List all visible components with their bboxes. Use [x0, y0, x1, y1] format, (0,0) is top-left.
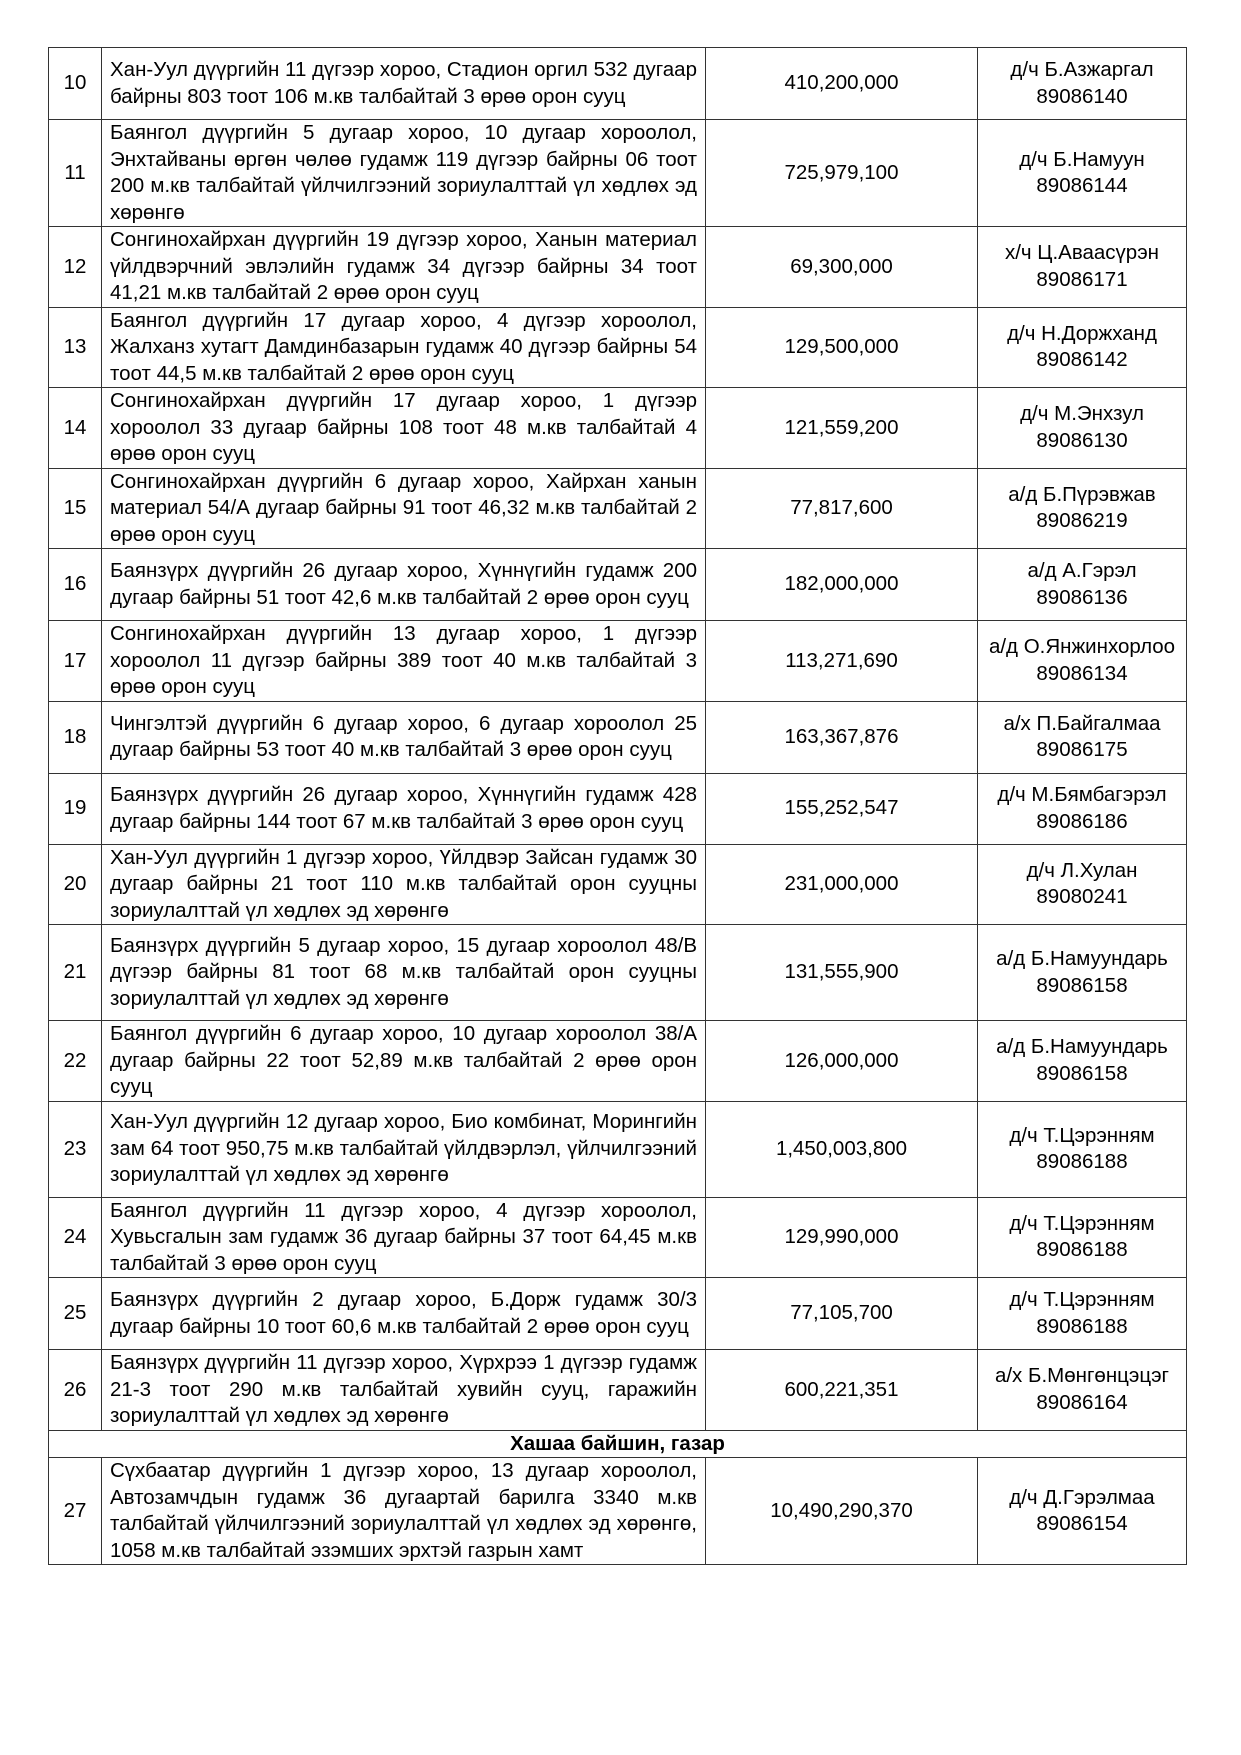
property-price: 410,200,000 [706, 48, 978, 120]
table-row [49, 1350, 1187, 1431]
property-price: 725,979,100 [706, 120, 978, 227]
row-number: 14 [49, 388, 102, 469]
row-number: 13 [49, 307, 102, 388]
listing-rows [49, 48, 1187, 1431]
row-number: 16 [49, 549, 102, 621]
property-price: 155,252,547 [706, 773, 978, 844]
contact-cell [978, 120, 1187, 227]
property-description: Баянзүрх дүүргийн 2 дугаар хороо, Б.Дорж гудамж 30/3 дугаар байрны 10 тоот 60,6 м.кв талбайтай 2 өрөө орон сууц [102, 1278, 706, 1350]
contact-phone: 89086171 [1036, 267, 1128, 291]
property-price: 600,221,351 [706, 1350, 978, 1431]
property-description: Баянзүрх дүүргийн 5 дугаар хороо, 15 дугаар хороолол 48/В дүгээр байрны 81 тоот 68 м.кв талбайтай орон сууцны зориулалттай үл хөдлөх эд хөрөнгө [102, 925, 706, 1021]
property-price: 126,000,000 [706, 1021, 978, 1102]
contact-phone: 89086158 [1036, 973, 1128, 997]
contact-name: д/ч Б.Азжаргал [1010, 58, 1154, 81]
property-price: 129,990,000 [706, 1197, 978, 1278]
table-row [49, 1101, 1187, 1197]
property-price: 231,000,000 [706, 844, 978, 925]
contact-phone: 89086130 [1036, 428, 1128, 452]
contact-name: д/ч Т.Цэрэнням [1009, 1288, 1155, 1311]
contact-name: д/ч Н.Доржханд [1007, 321, 1157, 345]
property-description: Сонгинохайрхан дүүргийн 6 дугаар хороо, Хайрхан ханын материал 54/А дугаар байрны 91 тоот 46,32 м.кв талбайтай 2 өрөө орон сууц [102, 468, 706, 549]
table-row [49, 549, 1187, 621]
contact-cell [978, 468, 1187, 549]
contact-phone: 89086188 [1036, 1238, 1128, 1262]
contact-cell [978, 307, 1187, 388]
row-number: 24 [49, 1197, 102, 1278]
contact-phone: 89086186 [1036, 809, 1128, 833]
row-number: 27 [49, 1458, 102, 1565]
contact-phone: 89086140 [1036, 84, 1128, 108]
contact-name: а/д Б.Намуундарь [996, 947, 1168, 970]
row-number: 18 [49, 701, 102, 773]
table-row [49, 307, 1187, 388]
table-row [49, 227, 1187, 308]
property-description: Чингэлтэй дүүргийн 6 дугаар хороо, 6 дугаар хороолол 25 дугаар байрны 53 тоот 40 м.кв талбайтай 3 өрөө орон сууц [102, 701, 706, 773]
row-number: 15 [49, 468, 102, 549]
contact-cell [978, 48, 1187, 120]
contact-name: д/ч Л.Хулан [1026, 858, 1138, 882]
property-description: Хан-Уул дүүргийн 1 дүгээр хороо, Үйлдвэр Зайсан гудамж 30 дугаар байрны 21 тоот 110 м.кв талбайтай орон сууцны зориулалттай үл хөдлөх эд хөрөнгө [102, 844, 706, 925]
contact-cell [978, 1350, 1187, 1431]
section-header-group [49, 1430, 1187, 1458]
contact-name: д/ч М.Бямбагэрэл [997, 783, 1167, 806]
table-row [49, 388, 1187, 469]
table-row [49, 468, 1187, 549]
contact-phone: 89086142 [1036, 348, 1128, 372]
contact-phone: 89086136 [1036, 585, 1128, 609]
property-listing-table [48, 47, 1187, 1565]
contact-name: д/ч Б.Намуун [1019, 147, 1145, 171]
contact-phone: 89086144 [1036, 174, 1128, 197]
property-description: Сүхбаатар дүүргийн 1 дүгээр хороо, 13 дугаар хороолол, Автозамчдын гудамж 36 дугаартай барилга 3340 м.кв талбайтай үйлчилгээний зориулалттай үл хөдлөх эд хөрөнгө, 1058 м.кв талбайтай эзэмших эрхтэй газрын хамт [102, 1458, 706, 1565]
property-description: Сонгинохайрхан дүүргийн 19 дүгээр хороо, Ханын материал үйлдвэрчний эвлэлийн гудамж 34 дүгээр байрны 34 тоот 41,21 м.кв талбайтай 2 өрөө орон сууц [102, 227, 706, 308]
row-number: 23 [49, 1101, 102, 1197]
table-row [49, 1197, 1187, 1278]
row-number: 17 [49, 621, 102, 702]
contact-cell [978, 621, 1187, 702]
property-price: 129,500,000 [706, 307, 978, 388]
property-description: Баянзүрх дүүргийн 26 дугаар хороо, Хүннүгийн гудамж 200 дугаар байрны 51 тоот 42,6 м.кв талбайтай 2 өрөө орон сууц [102, 549, 706, 621]
property-price: 10,490,290,370 [706, 1458, 978, 1565]
row-number: 21 [49, 925, 102, 1021]
contact-phone: 89086154 [1036, 1512, 1128, 1535]
contact-cell [978, 1197, 1187, 1278]
property-description: Хан-Уул дүүргийн 12 дугаар хороо, Био комбинат, Морингийн зам 64 тоот 950,75 м.кв талбайтай үйлдвэрлэл, үйлчилгээний зориулалттай үл хөдлөх эд хөрөнгө [102, 1101, 706, 1197]
property-description: Баянгол дүүргийн 17 дугаар хороо, 4 дүгээр хороолол, Жалханз хутагт Дамдинбазарын гудамж 40 дүгээр байрны 54 тоот 44,5 м.кв талбайтай 2 өрөө орон сууц [102, 307, 706, 388]
contact-name: д/ч Д.Гэрэлмаа [1009, 1485, 1155, 1509]
property-price: 182,000,000 [706, 549, 978, 621]
property-price: 77,105,700 [706, 1278, 978, 1350]
contact-name: а/д Б.Намуундарь [996, 1035, 1168, 1059]
table-row [49, 1458, 1187, 1565]
property-price: 69,300,000 [706, 227, 978, 308]
table-row [49, 120, 1187, 227]
property-price: 1,450,003,800 [706, 1101, 978, 1197]
row-number: 20 [49, 844, 102, 925]
contact-phone: 89086164 [1036, 1390, 1128, 1414]
row-number: 11 [49, 120, 102, 227]
property-description: Баянгол дүүргийн 5 дугаар хороо, 10 дугаар хороолол, Энхтайваны өргөн чөлөө гудамж 119 дүгээр байрны 06 тоот 200 м.кв талбайтай үйлчилгээний зориулалттай үл хөдлөх эд хөрөнгө [102, 120, 706, 227]
contact-phone: 89086188 [1036, 1150, 1128, 1173]
property-price: 131,555,900 [706, 925, 978, 1021]
section-title: Хашаа байшин, газар [49, 1430, 1187, 1458]
contact-phone: 89086134 [1036, 661, 1128, 685]
property-description: Хан-Уул дүүргийн 11 дүгээр хороо, Стадион оргил 532 дугаар байрны 803 тоот 106 м.кв талбайтай 3 өрөө орон сууц [102, 48, 706, 120]
contact-cell [978, 773, 1187, 844]
table-row [49, 773, 1187, 844]
contact-cell [978, 1021, 1187, 1102]
contact-name: д/ч Т.Цэрэнням [1009, 1211, 1155, 1235]
contact-phone: 89086158 [1036, 1061, 1128, 1085]
property-description: Баянзүрх дүүргийн 26 дугаар хороо, Хүннүгийн гудамж 428 дугаар байрны 144 тоот 67 м.кв талбайтай 3 өрөө орон сууц [102, 773, 706, 844]
row-number: 10 [49, 48, 102, 120]
table-row [49, 925, 1187, 1021]
section-header-row [49, 1430, 1187, 1458]
row-number: 12 [49, 227, 102, 308]
row-number: 26 [49, 1350, 102, 1431]
table-row [49, 844, 1187, 925]
table-row [49, 621, 1187, 702]
section-rows [49, 1458, 1187, 1565]
contact-name: а/х Б.Мөнгөнцэцэг [994, 1364, 1170, 1388]
contact-name: х/ч Ц.Аваасүрэн [1004, 241, 1159, 265]
property-price: 163,367,876 [706, 701, 978, 773]
contact-cell [978, 549, 1187, 621]
row-number: 25 [49, 1278, 102, 1350]
contact-phone: 89086219 [1036, 509, 1128, 533]
property-description: Баянзүрх дүүргийн 11 дүгээр хороо, Хүрхрээ 1 дүгээр гудамж 21-3 тоот 290 м.кв талбайтай хувийн сууц, гаражийн зориулалттай үл хөдлөх эд хөрөнгө [102, 1350, 706, 1431]
property-description: Сонгинохайрхан дүүргийн 13 дугаар хороо, 1 дүгээр хороолол 11 дүгээр байрны 389 тоот 40 м.кв талбайтай 3 өрөө орон сууц [102, 621, 706, 702]
contact-name: а/д А.Гэрэл [1027, 559, 1137, 582]
table-row [49, 48, 1187, 120]
contact-name: а/д Б.Пүрэвжав [1008, 482, 1156, 506]
contact-phone: 89086188 [1036, 1314, 1128, 1338]
contact-cell [978, 844, 1187, 925]
property-description: Баянгол дүүргийн 6 дугаар хороо, 10 дугаар хороолол 38/А дугаар байрны 22 тоот 52,89 м.кв талбайтай 2 өрөө орон сууц [102, 1021, 706, 1102]
property-description: Сонгинохайрхан дүүргийн 17 дугаар хороо, 1 дүгээр хороолол 33 дугаар байрны 108 тоот 48 м.кв талбайтай 4 өрөө орон сууц [102, 388, 706, 469]
contact-name: а/х П.Байгалмаа [1003, 711, 1161, 735]
contact-phone: 89080241 [1036, 885, 1128, 909]
property-price: 121,559,200 [706, 388, 978, 469]
table-row [49, 1278, 1187, 1350]
table-row [49, 701, 1187, 773]
contact-name: д/ч М.Энхзул [1020, 402, 1144, 426]
contact-name: д/ч Т.Цэрэнням [1009, 1123, 1155, 1147]
row-number: 22 [49, 1021, 102, 1102]
property-price: 77,817,600 [706, 468, 978, 549]
contact-cell [978, 1101, 1187, 1197]
contact-cell [978, 227, 1187, 308]
contact-cell [978, 1278, 1187, 1350]
property-price: 113,271,690 [706, 621, 978, 702]
contact-cell [978, 1458, 1187, 1565]
property-description: Баянгол дүүргийн 11 дүгээр хороо, 4 дүгээр хороолол, Хувьсгалын зам гудамж 36 дугаар байрны 37 тоот 64,45 м.кв талбайтай 3 өрөө орон сууц [102, 1197, 706, 1278]
table-row [49, 1021, 1187, 1102]
contact-cell [978, 388, 1187, 469]
contact-name: а/д О.Янжинхорлоо [988, 635, 1176, 659]
contact-cell [978, 925, 1187, 1021]
contact-cell [978, 701, 1187, 773]
contact-phone: 89086175 [1036, 738, 1128, 761]
row-number: 19 [49, 773, 102, 844]
